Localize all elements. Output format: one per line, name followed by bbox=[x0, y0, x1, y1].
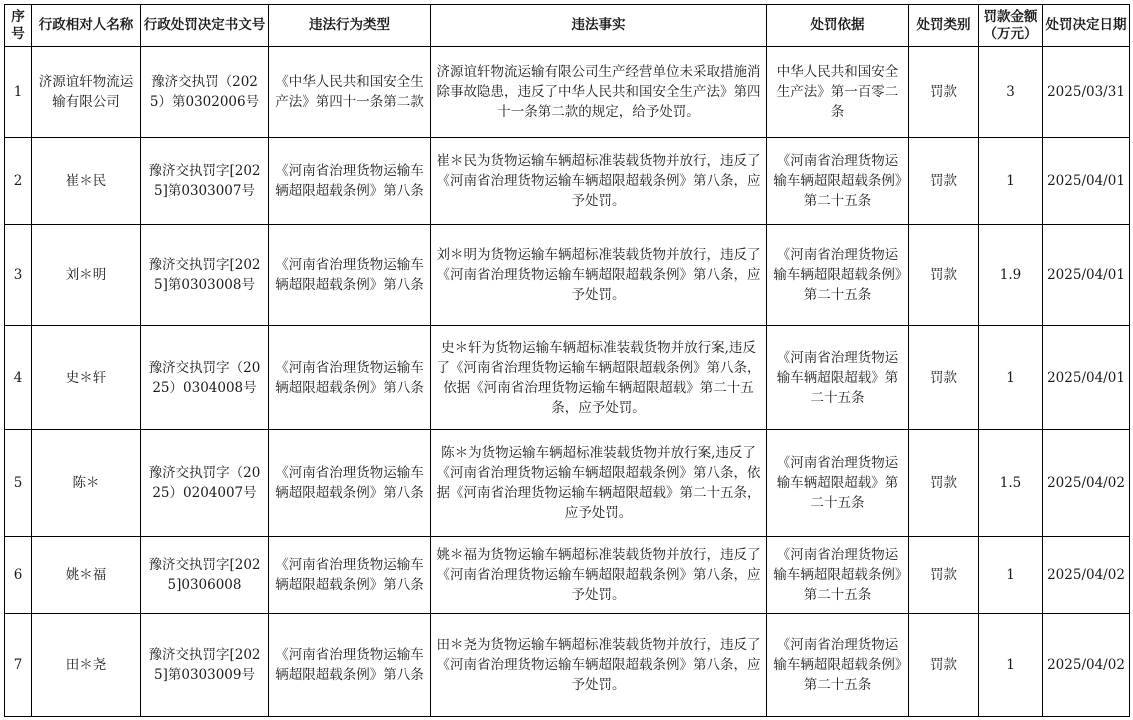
cell-amount: 1.5 bbox=[979, 430, 1043, 537]
cell-doc-no: 豫济交执罚字[2025]第0303009号 bbox=[141, 614, 269, 717]
cell-no: 6 bbox=[5, 537, 32, 614]
penalty-table bbox=[4, 4, 1130, 717]
cell-no: 3 bbox=[5, 225, 32, 326]
table-row bbox=[5, 225, 1130, 326]
cell-violation-type: 《河南省治理货物运输车辆超限超载条例》第八条 bbox=[269, 326, 431, 430]
cell-violation-type: 《河南省治理货物运输车辆超限超载条例》第八条 bbox=[269, 225, 431, 326]
cell-no: 1 bbox=[5, 47, 32, 138]
cell-violation-type: 《河南省治理货物运输车辆超限超载条例》第八条 bbox=[269, 138, 431, 225]
cell-violation-type: 《中华人民共和国安全生产法》第四十一条第二款 bbox=[269, 47, 431, 138]
cell-category: 罚款 bbox=[909, 225, 979, 326]
table-row bbox=[5, 326, 1130, 430]
cell-violation-type: 《河南省治理货物运输车辆超限超载条例》第八条 bbox=[269, 537, 431, 614]
cell-party: 刘＊明 bbox=[32, 225, 141, 326]
cell-category: 罚款 bbox=[909, 138, 979, 225]
cell-basis: 《河南省治理货物运输车辆超限超载条例》第二十五条 bbox=[767, 225, 909, 326]
cell-date: 2025/04/02 bbox=[1043, 537, 1130, 614]
cell-facts: 田＊尧为货物运输车辆超标准装载货物并放行，违反了《河南省治理货物运输车辆超限超载条例》第八条，应予处罚。 bbox=[431, 614, 767, 717]
table-row bbox=[5, 47, 1130, 138]
cell-party: 田＊尧 bbox=[32, 614, 141, 717]
cell-violation-type: 《河南省治理货物运输车辆超限超载条例》第八条 bbox=[269, 430, 431, 537]
header-party: 行政相对人名称 bbox=[32, 5, 141, 47]
cell-doc-no: 豫济交执罚字[2025]第0303008号 bbox=[141, 225, 269, 326]
cell-category: 罚款 bbox=[909, 430, 979, 537]
header-date: 处罚决定日期 bbox=[1043, 5, 1130, 47]
cell-doc-no: 豫济交执罚（2025）第0302006号 bbox=[141, 47, 269, 138]
table-row bbox=[5, 537, 1130, 614]
header-violation-type: 违法行为类型 bbox=[269, 5, 431, 47]
cell-no: 2 bbox=[5, 138, 32, 225]
cell-amount: 1 bbox=[979, 537, 1043, 614]
cell-date: 2025/04/01 bbox=[1043, 326, 1130, 430]
cell-basis: 《河南省治理货物运输车辆超限超载》第二十五条 bbox=[767, 430, 909, 537]
cell-facts: 姚＊福为货物运输车辆超标准装载货物并放行，违反了《河南省治理货物运输车辆超限超载条例》第八条，应予处罚。 bbox=[431, 537, 767, 614]
cell-category: 罚款 bbox=[909, 47, 979, 138]
cell-date: 2025/04/01 bbox=[1043, 138, 1130, 225]
cell-date: 2025/04/01 bbox=[1043, 225, 1130, 326]
cell-date: 2025/04/02 bbox=[1043, 614, 1130, 717]
table-row bbox=[5, 138, 1130, 225]
cell-basis: 《河南省治理货物运输车辆超限超载条例》第二十五条 bbox=[767, 614, 909, 717]
cell-category: 罚款 bbox=[909, 326, 979, 430]
cell-amount: 1 bbox=[979, 326, 1043, 430]
cell-doc-no: 豫济交执罚字（2025）0204007号 bbox=[141, 430, 269, 537]
cell-facts: 济源谊轩物流运输有限公司生产经营单位未采取措施消除事故隐患，违反了中华人民共和国安全生产法》第四十一条第二款的规定，给予处罚。 bbox=[431, 47, 767, 138]
cell-basis: 中华人民共和国安全生产法》第一百零二条 bbox=[767, 47, 909, 138]
cell-date: 2025/04/02 bbox=[1043, 430, 1130, 537]
cell-date: 2025/03/31 bbox=[1043, 47, 1130, 138]
cell-party: 姚＊福 bbox=[32, 537, 141, 614]
cell-basis: 《河南省治理货物运输车辆超限超载条例》第二十五条 bbox=[767, 138, 909, 225]
cell-doc-no: 豫济交执罚字[2025]第0303007号 bbox=[141, 138, 269, 225]
cell-violation-type: 《河南省治理货物运输车辆超限超载条例》第八条 bbox=[269, 614, 431, 717]
header-no: 序号 bbox=[5, 5, 32, 47]
cell-facts: 陈＊为货物运输车辆超标准装载货物并放行案,违反了《河南省治理货物运输车辆超限超载条例》第八条，依据《河南省治理货物运输车辆超限超载》第二十五条，应予处罚。 bbox=[431, 430, 767, 537]
cell-category: 罚款 bbox=[909, 537, 979, 614]
cell-amount: 1.9 bbox=[979, 225, 1043, 326]
cell-party: 济源谊轩物流运输有限公司 bbox=[32, 47, 141, 138]
cell-doc-no: 豫济交执罚字[2025]0306008 bbox=[141, 537, 269, 614]
cell-facts: 刘＊明为货物运输车辆超标准装载货物并放行，违反了《河南省治理货物运输车辆超限超载条例》第八条，应予处罚。 bbox=[431, 225, 767, 326]
header-basis: 处罚依据 bbox=[767, 5, 909, 47]
cell-amount: 3 bbox=[979, 47, 1043, 138]
cell-category: 罚款 bbox=[909, 614, 979, 717]
header-amount: 罚款金额（万元） bbox=[979, 5, 1043, 47]
cell-party: 陈＊ bbox=[32, 430, 141, 537]
cell-party: 崔＊民 bbox=[32, 138, 141, 225]
header-facts: 违法事实 bbox=[431, 5, 767, 47]
cell-basis: 《河南省治理货物运输车辆超限超载条例》第二十五条 bbox=[767, 537, 909, 614]
cell-facts: 崔＊民为货物运输车辆超标准装载货物并放行，违反了《河南省治理货物运输车辆超限超载条例》第八条，应予处罚。 bbox=[431, 138, 767, 225]
cell-no: 5 bbox=[5, 430, 32, 537]
cell-no: 4 bbox=[5, 326, 32, 430]
cell-facts: 史＊轩为货物运输车辆超标准装载货物并放行案,违反了《河南省治理货物运输车辆超限超载条例》第八条，依据《河南省治理货物运输车辆超限超载》第二十五条，应予处罚。 bbox=[431, 326, 767, 430]
header-category: 处罚类别 bbox=[909, 5, 979, 47]
table-row bbox=[5, 614, 1130, 717]
table-row bbox=[5, 430, 1130, 537]
cell-amount: 1 bbox=[979, 614, 1043, 717]
cell-no: 7 bbox=[5, 614, 32, 717]
header-row bbox=[5, 5, 1130, 47]
cell-party: 史＊轩 bbox=[32, 326, 141, 430]
cell-amount: 1 bbox=[979, 138, 1043, 225]
header-doc-no: 行政处罚决定书文号 bbox=[141, 5, 269, 47]
cell-basis: 《河南省治理货物运输车辆超限超载》第二十五条 bbox=[767, 326, 909, 430]
cell-doc-no: 豫济交执罚字（2025）0304008号 bbox=[141, 326, 269, 430]
